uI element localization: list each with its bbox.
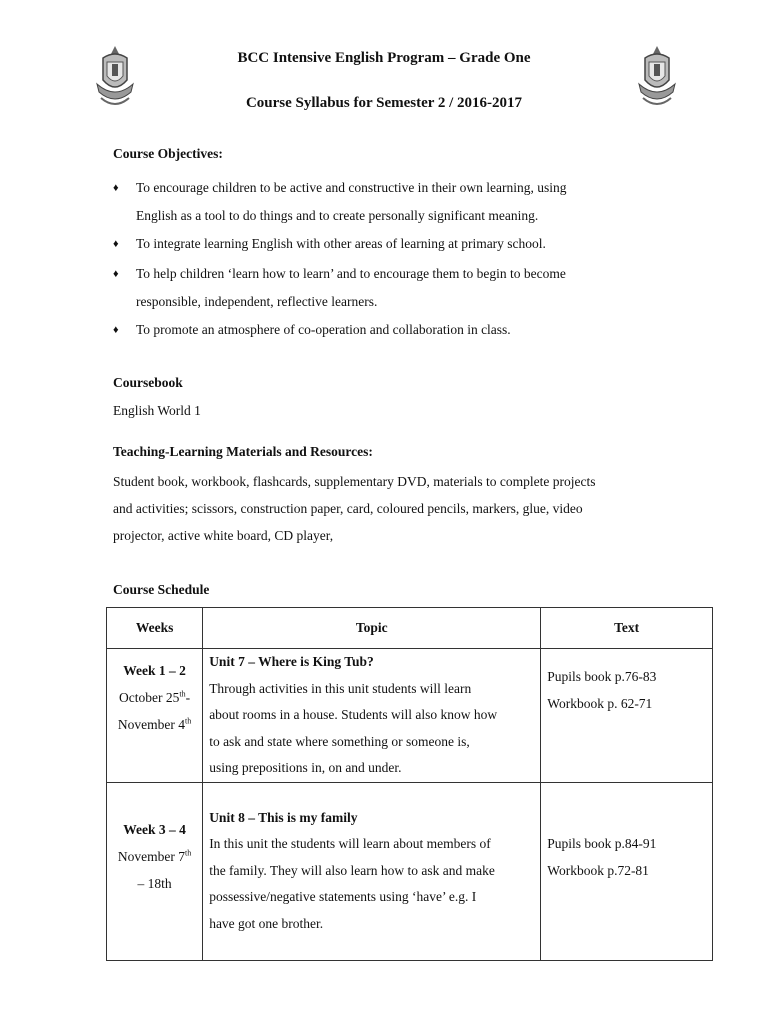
objective-item	[113, 316, 673, 344]
materials-line: and activities; scissors, construction paper, card, coloured pencils, markers, glue, video	[113, 501, 583, 516]
materials-line: projector, active white board, CD player,	[113, 528, 334, 543]
topic-line: In this unit the students will learn about members of	[209, 836, 491, 851]
topic-line: possessive/negative statements using ‘have’ e.g. I	[209, 889, 477, 904]
objective-line: To help children ‘learn how to learn’ and to encourage them to begin to become	[136, 266, 566, 281]
week-cell	[107, 782, 203, 960]
text-reference: Pupils book p.84-91	[547, 835, 657, 851]
document-title: BCC Intensive English Program – Grade One	[237, 50, 531, 66]
diamond-bullet-icon: ♦	[113, 238, 119, 250]
week-date: November 7th	[117, 848, 192, 864]
topic-line: Through activities in this unit students will learn	[209, 680, 472, 696]
week-label: Week 1 – 2	[123, 663, 186, 678]
objective-line: To integrate learning English with other areas of learning at primary school.	[136, 236, 546, 251]
table-header-row	[107, 608, 713, 649]
topic-line: the family. They will also learn how to ask and make	[209, 862, 495, 878]
document-subtitle: Course Syllabus for Semester 2 / 2016-2017	[245, 95, 523, 111]
objective-line: English as a tool to do things and to create personally significant meaning.	[136, 208, 539, 223]
week-date: – 18th	[137, 875, 172, 891]
topic-cell	[203, 782, 541, 960]
objective-item	[113, 260, 673, 316]
materials-text	[113, 468, 673, 549]
column-header-topic: Topic	[203, 608, 541, 649]
week-date: October 25th-	[119, 689, 191, 705]
diamond-bullet-icon: ♦	[113, 268, 119, 280]
unit-title: Unit 7 – Where is King Tub?	[209, 654, 374, 669]
diamond-bullet-icon: ♦	[113, 182, 119, 194]
text-reference: Pupils book p.76-83	[547, 669, 657, 684]
schedule-heading: Course Schedule	[113, 582, 210, 597]
week-cell	[107, 649, 203, 783]
objective-item	[113, 174, 673, 230]
week-date: November 4th	[117, 716, 192, 732]
table-row	[107, 649, 713, 783]
topic-line: have got one brother.	[209, 915, 324, 931]
materials-heading: Teaching-Learning Materials and Resources:	[113, 444, 373, 459]
text-cell	[541, 649, 713, 783]
column-header-text: Text	[541, 608, 713, 649]
objective-line: responsible, independent, reflective learners.	[136, 294, 378, 309]
week-label: Week 3 – 4	[123, 821, 186, 837]
coursebook-value: English World 1	[113, 403, 201, 418]
text-reference: Workbook p.72-81	[547, 862, 649, 878]
topic-line: about rooms in a house. Students will also know how	[209, 707, 498, 722]
materials-line: Student book, workbook, flashcards, supplementary DVD, materials to complete projects	[113, 474, 596, 489]
objective-line: To encourage children to be active and constructive in their own learning, using	[136, 180, 567, 195]
topic-line: using prepositions in, on and under.	[209, 760, 402, 775]
unit-title: Unit 8 – This is my family	[209, 809, 358, 825]
objectives-list	[113, 174, 673, 344]
topic-line: to ask and state where something or someone is,	[209, 733, 470, 749]
coursebook-heading: Coursebook	[113, 375, 183, 390]
diamond-bullet-icon: ♦	[113, 324, 119, 336]
text-reference: Workbook p. 62-71	[547, 696, 653, 711]
table-row	[107, 782, 713, 960]
schedule-table	[106, 607, 713, 961]
column-header-weeks: Weeks	[107, 608, 203, 649]
objectives-heading: Course Objectives:	[113, 146, 223, 161]
topic-cell	[203, 649, 541, 783]
text-cell	[541, 782, 713, 960]
objective-line: To promote an atmosphere of co-operation and collaboration in class.	[136, 322, 511, 337]
objective-item	[113, 230, 673, 258]
